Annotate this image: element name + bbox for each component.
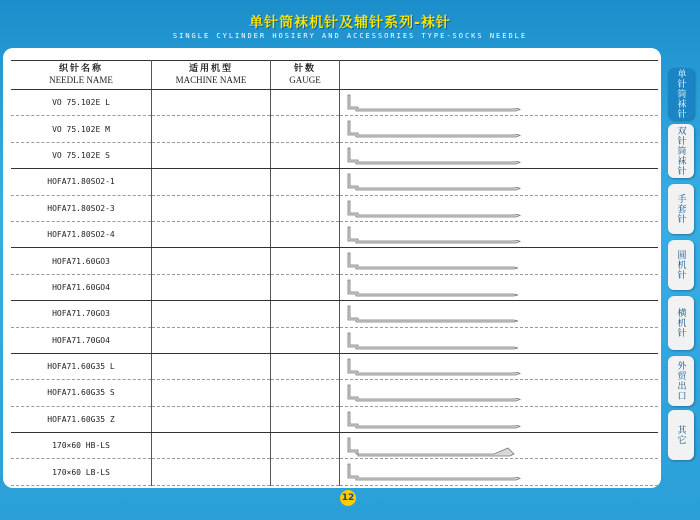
needle-image [346,436,526,458]
needle-image-cell [340,380,659,406]
table-row [11,274,658,300]
gauge-cell [271,406,340,432]
needle-name-cell: HOFA71.80SO2-1 [11,169,152,195]
gauge-cell [271,116,340,142]
sidebar-tab-label: 外贸出口 [675,361,686,401]
catalog-panel [3,48,661,488]
needle-image [346,119,526,141]
needle-image-cell [340,301,659,327]
machine-name-cell [152,406,271,432]
gauge-cell [271,169,340,195]
needle-name-cell: HOFA71.60GO3 [11,248,152,274]
needle-image-cell [340,459,659,485]
needle-name-cell: VO 75.102E S [11,142,152,168]
sidebar-tab[interactable] [668,410,694,460]
needle-name-cell: HOFA71.60GO4 [11,274,152,300]
table-row [11,301,658,327]
needle-image-cell [340,116,659,142]
needle-image [346,199,526,221]
gauge-cell [271,221,340,247]
sidebar-tab-label: 双针筒袜针 [675,126,686,176]
needle-image [346,410,526,432]
table-row [11,195,658,221]
sidebar-tab-label: 单针筒袜针 [675,69,686,119]
needle-image-cell [340,169,659,195]
needle-name-cell: HOFA71.70GO4 [11,327,152,353]
table-row [11,90,658,116]
needle-image [346,172,526,194]
sidebar-tab[interactable] [668,240,694,290]
machine-name-cell [152,380,271,406]
needle-name-cell: VO 75.102E L [11,90,152,116]
machine-name-cell [152,195,271,221]
machine-name-cell [152,90,271,116]
needle-image [346,146,526,168]
needle-table [11,60,658,486]
table-row [11,406,658,432]
page-number: 12 [340,490,356,506]
needle-name-cell: HOFA71.80SO2-4 [11,221,152,247]
table-row [11,459,658,485]
machine-name-cell [152,142,271,168]
table-row [11,221,658,247]
needle-image-cell [340,221,659,247]
needle-image [346,304,526,326]
sidebar-tab-label: 手套针 [675,194,686,224]
needle-image-cell [340,248,659,274]
needle-name-cell: 170×60 LB-LS [11,459,152,485]
needle-image [346,383,526,405]
needle-image-cell [340,406,659,432]
gauge-cell [271,380,340,406]
sidebar-tab[interactable] [668,68,694,120]
header-machine-name: 适用机型 MACHINE NAME [152,61,271,90]
needle-image [346,93,526,115]
needle-image-cell [340,353,659,379]
gauge-cell [271,274,340,300]
machine-name-cell [152,301,271,327]
sidebar-tab-label: 其它 [675,425,686,445]
machine-name-cell [152,221,271,247]
needle-image-cell [340,327,659,353]
sidebar-tab[interactable] [668,124,694,178]
needle-image-cell [340,90,659,116]
gauge-cell [271,459,340,485]
machine-name-cell [152,433,271,459]
table-header-row [11,61,658,90]
sidebar-tab-label: 圆机针 [675,250,686,280]
table-row [11,433,658,459]
gauge-cell [271,195,340,221]
table-row [11,327,658,353]
table-row [11,353,658,379]
gauge-cell [271,248,340,274]
needle-name-cell: HOFA71.80SO2-3 [11,195,152,221]
gauge-cell [271,353,340,379]
needle-image-cell [340,433,659,459]
machine-name-cell [152,248,271,274]
needle-name-cell: HOFA71.70GO3 [11,301,152,327]
needle-name-cell: VO 75.102E M [11,116,152,142]
needle-name-cell: 170×60 HB-LS [11,433,152,459]
needle-image [346,225,526,247]
gauge-cell [271,327,340,353]
sidebar-tab[interactable] [668,296,694,350]
table-row [11,142,658,168]
needle-image [346,357,526,379]
needle-image [346,251,526,273]
needle-image [346,462,526,484]
needle-image-cell [340,195,659,221]
table-row [11,116,658,142]
needle-image [346,331,526,353]
gauge-cell [271,433,340,459]
machine-name-cell [152,116,271,142]
needle-image-cell [340,142,659,168]
needle-name-cell: HOFA71.60G35 S [11,380,152,406]
header-needle-name: 织针名称 NEEDLE NAME [11,61,152,90]
machine-name-cell [152,353,271,379]
gauge-cell [271,142,340,168]
page-title: 单针筒袜机针及辅针系列-袜针 [249,15,451,31]
sidebar-tab[interactable] [668,184,694,234]
machine-name-cell [152,274,271,300]
needle-image [346,278,526,300]
table-row [11,380,658,406]
header-gauge: 针数 GAUGE [271,61,340,90]
machine-name-cell [152,327,271,353]
gauge-cell [271,301,340,327]
machine-name-cell [152,459,271,485]
needle-name-cell: HOFA71.60G35 L [11,353,152,379]
page-subtitle: SINGLE CYLINDER HOSIERY AND ACCESSORIES TYPE-SOCKS NEEDLE [172,32,528,40]
machine-name-cell [152,169,271,195]
table-row [11,248,658,274]
needle-name-cell: HOFA71.60G35 Z [11,406,152,432]
gauge-cell [271,90,340,116]
table-row [11,169,658,195]
needle-image-cell [340,274,659,300]
sidebar-tab-label: 横机针 [675,308,686,338]
header-image [340,61,659,90]
sidebar-tab[interactable] [668,356,694,406]
